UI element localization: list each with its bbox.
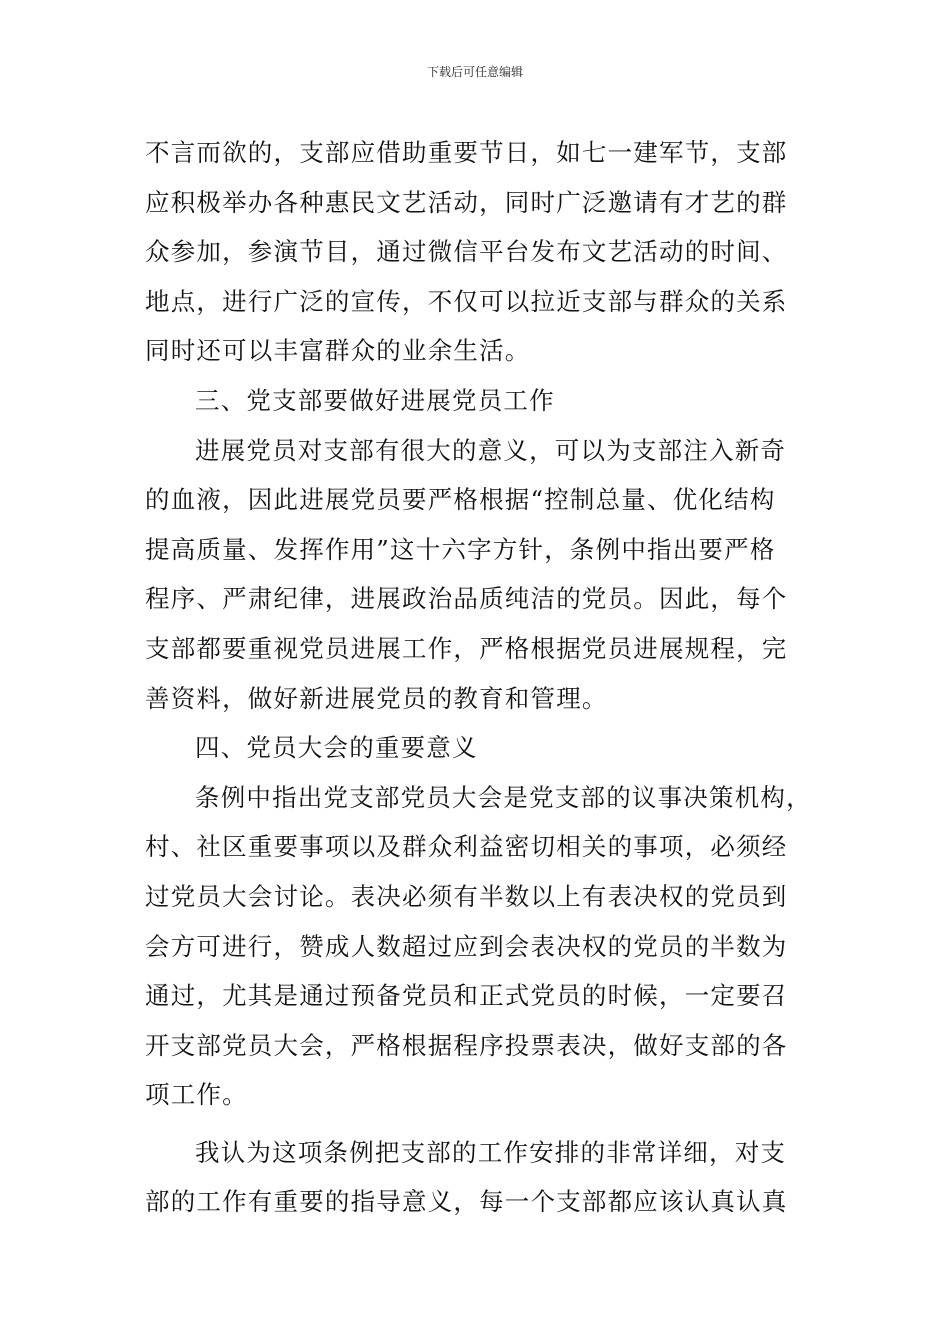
text-line: 我认为这项条例把支部的工作安排的非常详细，对支 [195,1137,787,1167]
page-header: 下载后可任意编辑 [426,65,523,79]
text-line: 善资料，做好新进展党员的教育和管理。 [145,683,608,713]
text-line: 村、社区重要事项以及群众利益密切相关的事项，必须经 [145,832,788,862]
text-line: 众参加，参演节目，通过微信平台发布文艺活动的时间、 [145,237,788,267]
section-heading: 四、党员大会的重要意义 [195,733,478,763]
text-line: 不言而欲的，支部应借助重要节日，如七一建军节，支部 [145,138,788,167]
text-line: 进展党员对支部有很大的意义，可以为支部注入新奇 [195,435,787,465]
text-line: 地点，进行广泛的宣传，不仅可以拉近支部与群众的关系 [145,286,788,316]
text-line: 项工作。 [145,1080,248,1110]
section-heading: 三、党支部要做好进展党员工作 [195,385,555,415]
text-line: 支部都要重视党员进展工作，严格根据党员进展规程，完 [145,633,788,663]
text-line: 同时还可以丰富群众的业余生活。 [145,336,531,366]
document-body [145,128,815,1227]
text-line: 程序、严肃纪律，进展政治品质纯洁的党员。因此，每个 [145,584,788,614]
text-line: 通过，尤其是通过预备党员和正式党员的时候，一定要召 [145,981,788,1011]
text-line: 会方可进行，赞成人数超过应到会表决权的党员的半数为 [145,931,788,961]
text-line: 的血液，因此进展党员要严格根据“控制总量、优化结构 [145,485,776,515]
text-line: 开支部党员大会，严格根据程序投票表决，做好支部的各 [145,1030,788,1060]
text-line: 过党员大会讨论。表决必须有半数以上有表决权的党员到 [145,881,788,911]
text-line: 提高质量、发挥作用”这十六字方针，条例中指出要严格 [145,534,776,564]
text-line: 部的工作有重要的指导意义，每一个支部都应该认真认真 [145,1187,788,1217]
text-line: 条例中指出党支部党员大会是党支部的议事决策机构， [195,782,812,812]
text-line: 应积极举办各种惠民文艺活动，同时广泛邀请有才艺的群 [145,187,788,217]
